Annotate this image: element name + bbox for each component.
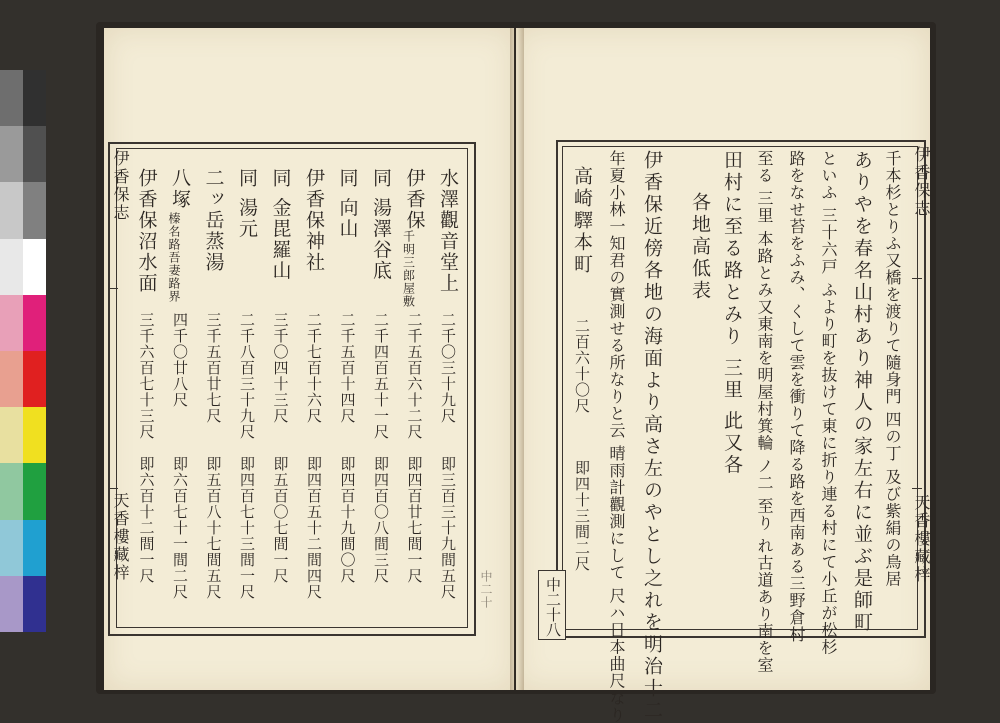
table-row-converted: 即四百七十三間一尺 [238, 456, 256, 600]
text-column: 年夏小林一知君の實測せる所なりと云 晴雨計觀測にして 尺ハ日本曲尺なり [607, 150, 626, 723]
color-swatch [0, 351, 23, 407]
table-row-elevation: 二千七百十六尺 [305, 312, 323, 424]
table-row-converted: 即三百三十九間五尺 [439, 456, 457, 600]
color-swatch [23, 182, 46, 238]
color-swatch [23, 463, 46, 519]
text-column: 伊香保近傍各地の海面より高さ左のやとし之れを明治十二 [641, 150, 663, 722]
table-row-place: 二ッ岳蒸湯 [202, 168, 225, 273]
table-row-converted: 即四百五十二間四尺 [305, 456, 323, 600]
color-swatch [0, 182, 23, 238]
right-side-publisher: 天香樓藏梓 [912, 494, 931, 584]
color-swatch [23, 351, 46, 407]
table-row-converted: 即四百〇八間三尺 [372, 456, 390, 584]
table-row-elevation: 三千六百七十三尺 [137, 312, 156, 440]
table-row-place: 伊香保沼水面 [135, 168, 158, 294]
text-column: ありやを春名山村あり神人の家左右に並ぶ是師町 [851, 150, 873, 634]
table-row-converted: 即五百八十七間五尺 [204, 456, 223, 600]
left-margin-rule [110, 288, 118, 289]
text-column: 至る 三里 本路とみ又東南を明屋村箕輪 ノ二 至り れ古道あり南を室 [755, 150, 774, 674]
table-row-converted: 即六百十二間一尺 [137, 456, 156, 584]
color-swatch [0, 576, 23, 632]
color-swatch [0, 126, 23, 182]
color-swatch [0, 239, 23, 295]
right-margin-rule [912, 278, 922, 279]
table-row-elevation: 三千五百廿七尺 [204, 312, 223, 424]
text-column: といふ 三十六戸 ふより町を抜けて東に折り連る村にて小丘が松杉 [819, 150, 838, 656]
color-swatch [23, 239, 46, 295]
page-number: 中二十八 [544, 577, 562, 637]
color-swatch [0, 70, 23, 126]
color-swatch [23, 126, 46, 182]
color-swatch [23, 520, 46, 576]
color-swatch [23, 70, 46, 126]
table-row-elevation: 二千五百六十二尺 [405, 312, 424, 440]
color-swatch [0, 463, 23, 519]
color-swatch [23, 576, 46, 632]
page-number-box [538, 570, 566, 640]
table-row-elevation: 四千〇廿八尺 [171, 312, 189, 408]
table-row-place: 水澤觀音堂上 [437, 168, 459, 294]
table-row-converted: 即五百〇七間一尺 [271, 456, 290, 584]
table-row-place: 八塚 [169, 168, 191, 210]
table-row-place: 伊香保神社 [303, 168, 325, 273]
table-row-place: 同 湯元 [236, 168, 258, 240]
table-row-converted: 即六百七十一間二尺 [171, 456, 189, 600]
color-swatch [0, 295, 23, 351]
color-swatch [0, 407, 23, 463]
table-row-elevation: 二千〇三十九尺 [439, 312, 457, 424]
text-column: 田村に至る路とみり 三里 此又各 [721, 150, 743, 477]
table-row-place: 伊香保 [403, 168, 426, 231]
table-row-elevation: 三千〇四十三尺 [271, 312, 290, 424]
color-swatch [23, 407, 46, 463]
color-swatch [23, 295, 46, 351]
takasaki-elevation: 二百六十〇尺 [573, 318, 591, 414]
table-row-elevation: 二千五百十四尺 [338, 312, 357, 424]
table-row-converted: 即四百十九間〇尺 [338, 456, 357, 584]
left-side-title: 伊香保志 [111, 150, 130, 222]
text-column: 高崎驛本町 [571, 166, 593, 276]
left-margin-stamp: 中二十 [479, 570, 493, 609]
color-swatch [0, 520, 23, 576]
text-column: 各地高低表 [689, 192, 711, 302]
right-margin-rule [912, 488, 922, 489]
table-row-place: 同 湯澤谷底 [370, 168, 392, 282]
color-calibration-bar [0, 70, 46, 632]
right-side-title: 伊香保志 [912, 146, 931, 218]
text-column: 千本杉とりふ又橋を渡りて隨身門 四の丁 及び紫絹の鳥居 [883, 150, 902, 588]
text-column: 路をなせ苔をふみ、くして雲を衝りて降る路を西南ある三野倉村 [787, 150, 806, 643]
left-margin-rule [110, 488, 118, 489]
table-row-place: 同 金毘羅山 [269, 168, 292, 282]
book-gutter [510, 28, 524, 690]
takasaki-converted: 即四十三間二尺 [573, 460, 591, 572]
table-row-elevation: 二千四百五十一尺 [372, 312, 390, 440]
left-side-publisher: 天香樓藏梓 [111, 492, 130, 582]
table-row-elevation: 二千八百三十九尺 [238, 312, 256, 440]
table-row-place: 同 向山 [336, 168, 359, 240]
table-row-note: 千明三郎屋敷 [401, 230, 416, 308]
table-row-note: 榛名路吾妻路界 [167, 212, 181, 303]
table-row-converted: 即四百廿七間一尺 [405, 456, 424, 584]
